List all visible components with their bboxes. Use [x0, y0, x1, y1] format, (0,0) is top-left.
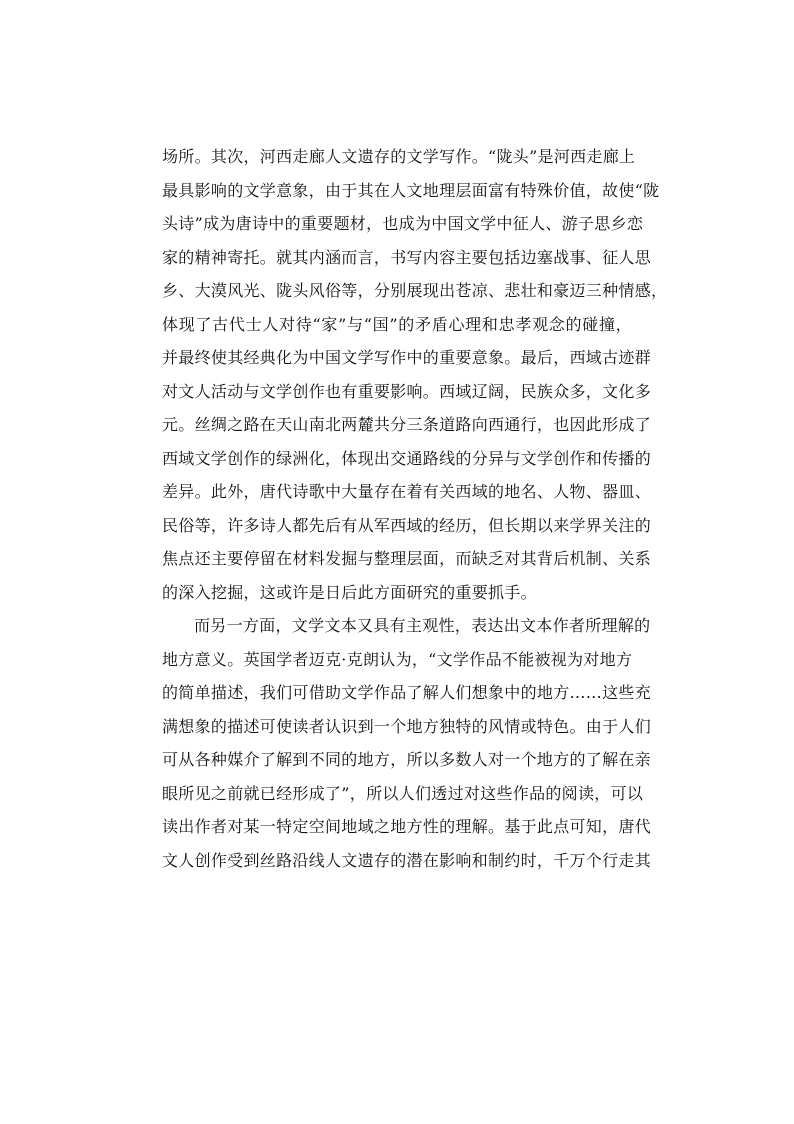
text-line: 对文人活动与文学创作也有重要影响。西域辽阔，民族众多，文化多 — [162, 381, 652, 401]
text-line: 眼所见之前就已经形成了”，所以人们透过对这些作品的阅读，可以 — [162, 783, 644, 803]
body-text — [162, 140, 668, 877]
paragraph-2 — [162, 609, 652, 877]
text-line: 场所。其次，河西走廊人文遗存的文学写作。“陇头”是河西走廊上 — [162, 147, 636, 166]
text-line: 可从各种媒介了解到不同的地方，所以多数人对一个地方的了解在亲 — [162, 750, 652, 769]
text-line: 而另一方面，文学文本又具有主观性，表达出文本作者所理解的 — [194, 616, 651, 635]
paragraph-1 — [162, 140, 668, 609]
text-line: 民俗等，许多诗人都先后有从军西域的经历，但长期以来学界关注的 — [162, 515, 652, 535]
text-line: 文人创作受到丝路沿线人文遗存的潜在影响和制约时，千万个行走其 — [162, 850, 652, 870]
text-line: 元。丝绸之路在天山南北两麓共分三条道路向西通行，也因此形成了 — [162, 415, 652, 434]
text-line: 满想象的描述可使读者认识到一个地方独特的风情或特色。由于人们 — [162, 716, 652, 736]
text-line: 并最终使其经典化为中国文学写作中的重要意象。最后，西域古迹群 — [162, 348, 652, 367]
text-line: 读出作者对某一特定空间地域之地方性的理解。基于此点可知，唐代 — [162, 817, 652, 836]
text-line: 的深入挖掘，这或许是日后此方面研究的重要抓手。 — [162, 582, 537, 602]
text-line: 的简单描述，我们可借助文学作品了解人们想象中的地方……这些充 — [162, 683, 652, 702]
text-line: 差异。此外，唐代诗歌中大量存在着有关西域的地名、人物、器皿、 — [162, 482, 652, 501]
text-line: 体现了古代士人对待“家”与“国”的矛盾心理和忠孝观念的碰撞， — [162, 314, 632, 334]
text-line: 乡、大漠风光、陇头风俗等，分别展现出苍凉、悲壮和豪迈三种情感， — [162, 281, 668, 300]
text-line: 地方意义。英国学者迈克·克朗认为，“文学作品不能被视为对地方 — [162, 649, 633, 669]
text-line: 最具影响的文学意象，由于其在人文地理层面富有特殊价值，故使“陇 — [162, 180, 660, 200]
text-line: 家的精神寄托。就其内涵而言，书写内容主要包括边塞战事、征人思 — [162, 247, 652, 267]
text-line: 西域文学创作的绿洲化，体现出交通路线的分异与文学创作和传播的 — [162, 448, 652, 468]
text-line: 头诗”成为唐诗中的重要题材，也成为中国文学中征人、游子思乡恋 — [162, 214, 644, 233]
text-line: 焦点还主要停留在材料发掘与整理层面，而缺乏对其背后机制、关系 — [162, 549, 652, 568]
